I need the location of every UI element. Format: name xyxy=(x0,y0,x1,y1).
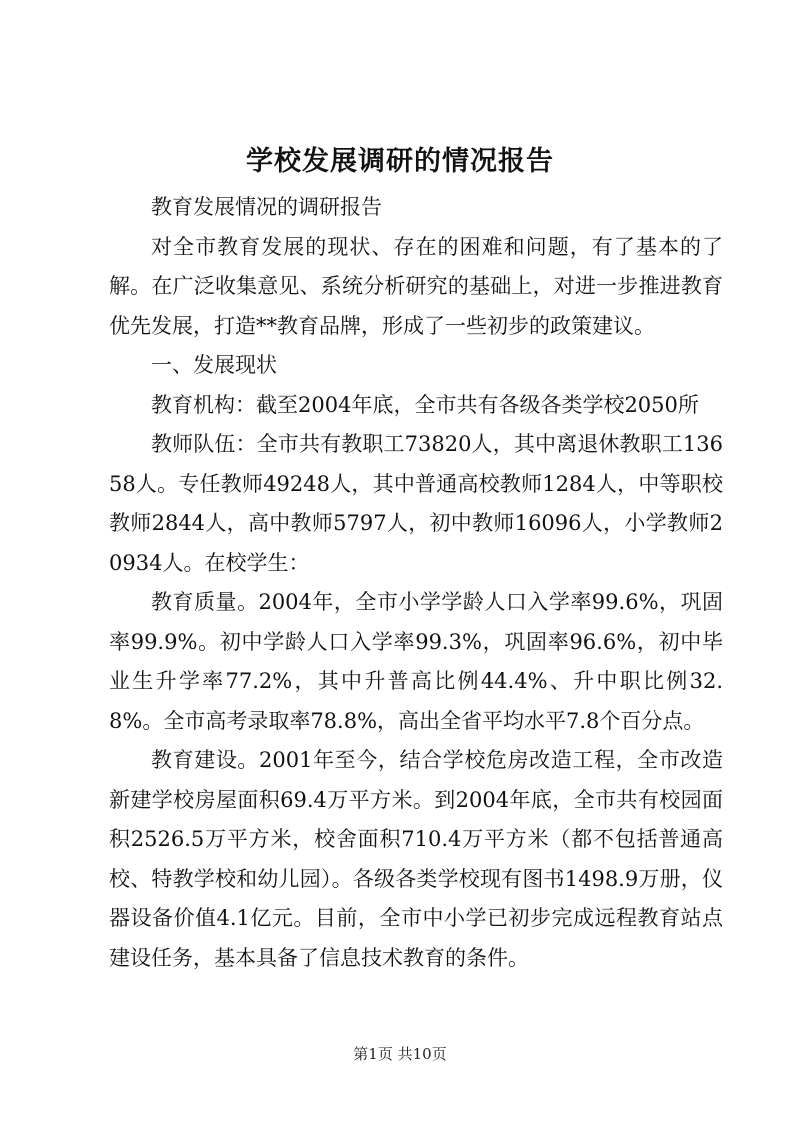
paragraph-teachers: 教师队伍：全市共有教职工73820人，其中离退休教职工13658人。专任教师49248人，其中普通高校教师1284人，中等职校教师2844人，高中教师5797人，初中教师16096人，小学教师20934人。在校学生： xyxy=(109,432,723,575)
document-body xyxy=(109,188,723,978)
document-title: 学校发展调研的情况报告 xyxy=(246,146,554,177)
paragraph-institutions: 教育机构：截至2004年底，全市共有各级各类学校2050所 xyxy=(151,392,699,417)
section-heading: 一、发展现状 xyxy=(151,353,277,377)
paragraph-quality: 教育质量。2004年，全市小学学龄人口入学率99.6%，巩固率99.9%。初中学龄人口入学率99.3%，巩固率96.6%，初中毕业生升学率77.2%，其中升普高比例44.4%、升中职比例32.8%。全市高考录取率78.8%，高出全省平均水平7.8个百分点。 xyxy=(109,590,723,733)
paragraph-construction: 教育建设。2001年至今，结合学校危房改造工程，全市改造新建学校房屋面积69.4万平方米。到2004年底，全市共有校园面积2526.5万平方米，校舍面积710.4万平方米（都不包括普通高校、特教学校和幼儿园）。各级各类学校现有图书1498.9万册，仪器设备价值4.1亿元。目前，全市中小学已初步完成远程教育站点建设任务，基本具备了信息技术教育的条件。 xyxy=(109,748,723,970)
paragraph-subtitle: 教育发展情况的调研报告 xyxy=(151,195,382,219)
page-footer: 第1页 共10页 xyxy=(353,1045,447,1063)
paragraph-introduction: 对全市教育发展的现状、存在的困难和问题，有了基本的了解。在广泛收集意见、系统分析研究的基础上，对进一步推进教育优先发展，打造**教育品牌，形成了一些初步的政策建议。 xyxy=(109,234,723,338)
